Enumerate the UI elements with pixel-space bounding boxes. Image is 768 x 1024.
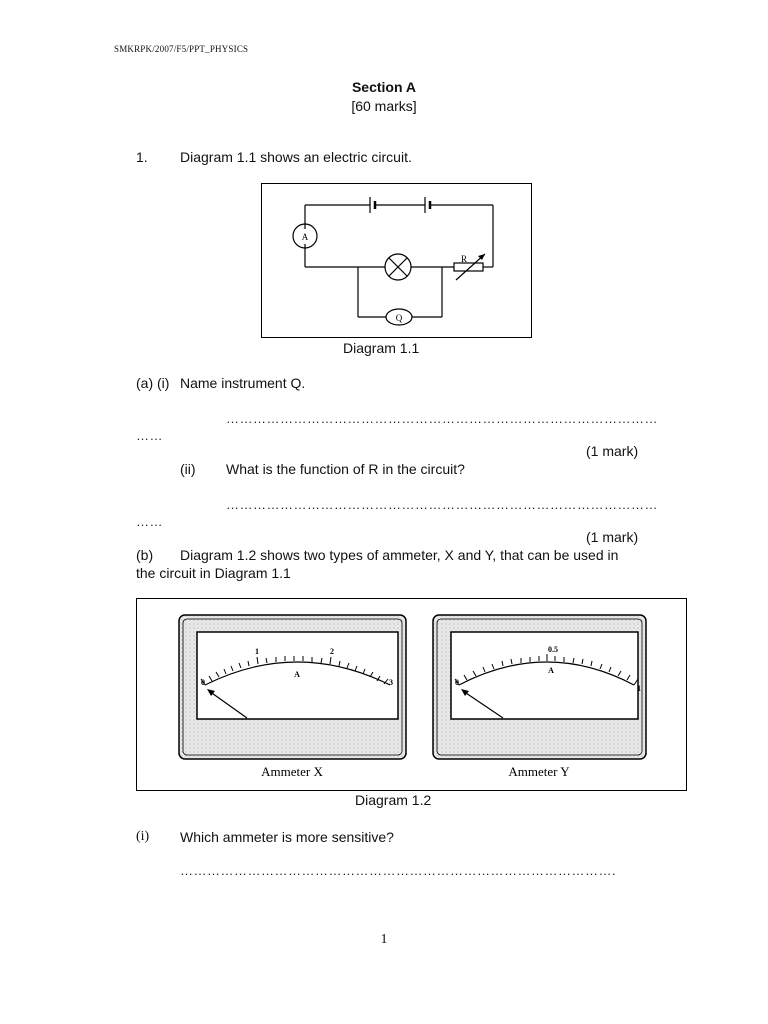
ammeter-y-scale-half: 0.5 xyxy=(548,645,558,654)
instrument-q-label: Q xyxy=(395,313,403,323)
ammeter-y xyxy=(433,615,646,779)
diagram-1-2-caption: Diagram 1.2 xyxy=(355,792,432,808)
part-b-text-line2: the circuit in Diagram 1.1 xyxy=(136,565,291,581)
page-number: 1 xyxy=(380,932,388,947)
part-b-text-line1: Diagram 1.2 shows two types of ammeter, X and Y, that can be used in xyxy=(180,547,619,563)
answer-line: …………………………………………………………………………………… xyxy=(226,411,658,426)
ammeter-x-unit: A xyxy=(294,670,300,679)
rheostat-label: R xyxy=(460,254,468,264)
answer-line: …………………………………………………………………………………… xyxy=(226,497,658,512)
ammeter-diagram-frame xyxy=(136,598,687,791)
part-a-i-question: Name instrument Q. xyxy=(180,375,306,391)
ammeter-symbol-label: A xyxy=(301,232,309,242)
part-a-ii-question: What is the function of R in the circuit? xyxy=(226,461,465,477)
ammeter-y-scale-0: 0 xyxy=(455,678,459,687)
part-a-i-mark: (1 mark) xyxy=(586,443,639,459)
part-a-ii-label: (ii) xyxy=(180,461,196,477)
circuit-diagram xyxy=(262,184,531,337)
ammeter-x-scale-3: 3 xyxy=(389,678,393,687)
ammeter-y-unit: A xyxy=(548,666,554,675)
question-number: 1. xyxy=(136,149,148,165)
answer-line-tail: …… xyxy=(136,428,163,443)
ammeter-x-scale-0: 0 xyxy=(201,678,205,687)
ammeter-x-scale-2: 2 xyxy=(330,647,334,656)
document-header-code: SMKRPK/2007/F5/PPT_PHYSICS xyxy=(114,44,249,54)
ammeter-y-label: Ammeter Y xyxy=(508,764,570,779)
answer-line-tail: …… xyxy=(136,514,163,529)
part-a-i-label: (a) (i) xyxy=(136,375,170,391)
section-marks: [60 marks] xyxy=(351,98,417,114)
ammeter-x-label: Ammeter X xyxy=(261,764,323,779)
circuit-diagram-frame xyxy=(261,183,532,338)
ammeter-x xyxy=(179,615,406,779)
ammeter-diagram xyxy=(137,599,686,790)
section-title: Section A xyxy=(351,79,417,95)
part-b-i-label: (i) xyxy=(136,829,150,844)
diagram-1-1-caption: Diagram 1.1 xyxy=(343,340,420,356)
question-intro: Diagram 1.1 shows an electric circuit. xyxy=(180,149,412,165)
ammeter-y-scale-1: 1 xyxy=(637,684,641,693)
ammeter-x-scale-1: 1 xyxy=(255,647,259,656)
answer-line: ……………………………………………………………………………………. xyxy=(180,863,617,878)
part-b-label: (b) xyxy=(136,547,154,563)
part-b-i-question: Which ammeter is more sensitive? xyxy=(180,829,394,845)
part-a-ii-mark: (1 mark) xyxy=(586,529,639,545)
